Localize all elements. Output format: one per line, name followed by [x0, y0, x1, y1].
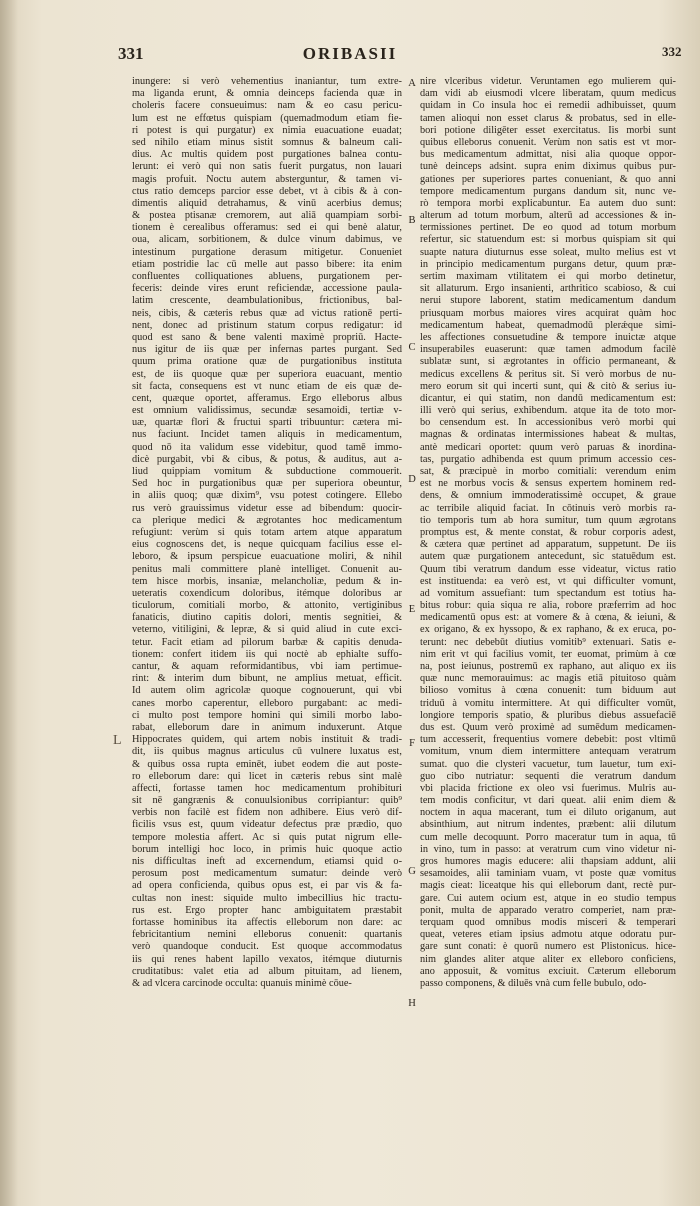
text-line: insuperabiles euaserunt: quæ tamen admodum facilè — [420, 344, 676, 356]
text-line: termissiones pertinet. De eo quod ad totum morbum — [420, 222, 676, 234]
text-line: alterum ad totum morbum, alterū ad accessiones & in- — [420, 210, 676, 222]
text-line: nim glandes aliter atque aliter ex elleboro conficiens, — [420, 953, 676, 965]
text-line: cruditatibus: valet etia ad album pituitam, ad lienem, — [132, 965, 402, 977]
text-line: nire vlceribus videtur. Veruntamen ego mulierem qui- — [420, 76, 676, 87]
section-marker: B — [408, 215, 416, 226]
text-line: les affectiones consuetudine & tempore inuictæ atque — [420, 331, 676, 343]
text-line: etiam postridie lac cū melle aut passo bibere: ita enim — [132, 258, 402, 270]
section-marker: E — [408, 604, 416, 615]
text-line: dit, iis quibus magnus articulus cū vulnere luxatus est, — [132, 746, 402, 758]
text-line: tetur. Facit etiam ad pilorum barbæ & capitis denuda- — [132, 636, 402, 648]
text-line: bus medicamentum admittat, nisi alia quoque oppor- — [420, 149, 676, 161]
text-line: magnas & ordinatas intermissiones habeat & multas, — [420, 429, 676, 441]
text-line: antè medicari oportet: quum verò paruas & inordina- — [420, 441, 676, 453]
text-line: sertim maximam vtilitatem ei qui morbo detinetur, — [420, 271, 676, 282]
text-line: inungere: si verò vehementius inaniantur, tum extre- — [132, 76, 402, 87]
text-line: dicè purgabit, vbi & cibus, & potus, & auditus, aut a- — [132, 453, 402, 465]
text-line: feceris: deinde vires erunt reficiendæ, accessione paula- — [132, 283, 402, 295]
text-line: fanaticis, diutino capitis dolori, mentis segnitiei, & — [132, 612, 402, 624]
text-line: ponit, multa de apparado veratro comperiet, nam præ- — [420, 904, 676, 916]
text-line: lum est ne effœtus quispiam (quemadmodum etiam fie- — [132, 112, 402, 124]
text-line: ad vomitum assuefiant: tum spectandum est totius ha- — [420, 587, 676, 599]
text-line: gare sunt conati: è quorū numero est Plistonicus. hice- — [420, 941, 676, 953]
text-line: lerunt: ei verò qui non satis fuerit purgatus, non lauari — [132, 161, 402, 173]
text-line: nim erit vt qui facilius vomit, ter euomat, primùm à cœ — [420, 648, 676, 660]
text-line: priusquam morbus maiores vires acquirat quàm hoc — [420, 307, 676, 319]
text-line: guo cibo nutriatur: sequenti die veratrum dandum — [420, 770, 676, 782]
text-line: & ad vlcera carcinode occulta: quanuis minimè cōue- — [132, 977, 352, 989]
text-line: febricitantium nemini elleborus conuenit: quartanis — [132, 929, 402, 941]
text-line: fortasse hominibus ita affectis elleborum non dare: ac — [132, 916, 402, 928]
text-line: gare. Cui autem ocium est, atque in eo studio tempus — [420, 892, 676, 904]
text-line: Id autem olim agricolæ quoque cognouerunt, qui vbi — [132, 685, 402, 697]
text-line: triduū à vomitu intermittere. At qui difficulter vomūt, — [420, 697, 676, 709]
text-line: est omnium validissimus, secundæ sesamoidi, tertiæ v- — [132, 405, 402, 417]
text-line: tunè deinceps adsint. supra enim diximus quibus pur- — [420, 161, 676, 173]
text-line: ex origano, & ex hyssopo, & ex raphano, & ex eruca, po- — [420, 624, 676, 636]
text-line: quum prima oratione quæ de purgationibus instituta — [132, 356, 402, 368]
text-line: tamen alioqui non esset clarus & probatus, sed in elle- — [420, 112, 676, 124]
text-line: & quibus ossa rupta eminēt, iubet eodem die aut poste- — [132, 758, 402, 770]
text-line: sed nihilo etiam minus sistit somnus & balneum cali- — [132, 136, 402, 148]
text-line: nis difficultas ineft ad excernendum, etiamsi quid o- — [132, 856, 402, 867]
text-line: latim crescente, deambulationibus, frictionibus, bal- — [132, 295, 402, 307]
text-line: tio temporis tum ab hora sumitur, tum quum ægrotans — [420, 514, 676, 526]
text-line: dius. Ac multis quidem post purgationes balnea contu- — [132, 149, 402, 161]
section-marker: F — [409, 738, 415, 749]
page-number-left: 331 — [118, 44, 144, 63]
text-line: dicantur, ei qui statim, non dandū medicamentum est: — [420, 392, 676, 404]
text-line: na, post ieiunus, postremū ex raphano, aut aliquo ex iis — [420, 661, 676, 672]
text-line: rabat, elleborum dare in animum induxerunt. Atque — [132, 721, 402, 733]
margin-note: L — [113, 733, 122, 748]
text-line: sumat. quo die clysteri vacuetur, tum lauetur, tum exi- — [420, 758, 676, 770]
text-line: ano apposuit, & vomitus exciuit. Cæterum elleborum — [420, 965, 676, 977]
text-line: dus est. Quum verò proximè ad sumēdum medicamen- — [420, 721, 676, 733]
text-line: in principio medicamentum purgans detur, quum præ- — [420, 258, 676, 270]
text-line: quod est sano & bene valenti maximè propriū. Hacte- — [132, 331, 402, 343]
text-line: bori potione diligēter esset exercitatus. Iis morbi sunt — [420, 124, 676, 136]
text-line: Quum tibi veratrum dandum esse videatur, victus ratio — [420, 563, 676, 575]
text-line: terunt: nec debebūt diutius vomitib⁹ extenuari. Satis e- — [420, 636, 676, 648]
text-line: quæ nunc memorauimus: ac magis etiā pituitoso quàm — [420, 673, 676, 685]
text-line: verò quandoque conducit. Est quoque accommodatus — [132, 941, 402, 953]
text-line: dam vidi ab eiusmodi vlcere liberatam, quum medicus — [420, 88, 676, 100]
text-line: bitus robur: quia siqua re alia, robore præferrim ad hoc — [420, 600, 676, 612]
text-line: iis qui renes habent lapillo vexatos, itémque diuturnis — [132, 953, 402, 965]
text-line: liud quippiam vomitum & subductione commouerit. — [132, 466, 402, 477]
text-line: in vino, tum in passo: at veratrum cum vino videtur ni- — [420, 843, 676, 855]
text-line: est ne morbus vocis & sensus expertem hominem red- — [420, 478, 676, 490]
text-line: tem hisce morbis, insaniæ, melancholiæ, pedum & in- — [132, 575, 402, 587]
text-line: rint: & interim dum bibunt, ne amplius metuat, efficit. — [132, 673, 402, 685]
text-line: confluentes colliquationes abluens, purgationem per- — [132, 271, 402, 282]
text-line: rus est. Ergo propter hanc ambiguitatem præstabit — [132, 904, 402, 916]
text-line: choleris facere consueuimus: nam & eo casu pericu- — [132, 100, 402, 112]
text-line: neis, cibis, & cæteris rebus quæ ad victus rationē perti- — [132, 307, 402, 319]
text-line: rus verò grauissimus videtur esse ad bibendum: quocir- — [132, 502, 402, 514]
text-line: magis cieat: liceatque his qui elleborum dant, rectè pur- — [420, 880, 676, 892]
text-line: quidam in Co insula hoc ei remedii adhibuisset, quum — [420, 100, 676, 112]
text-line: borum intelligi hoc loco, in primis huic quoque actio — [132, 843, 402, 855]
section-marker: G — [408, 866, 416, 877]
text-line: ticulorum, comitiali morbo, & attonito, vertiginibus — [132, 600, 402, 612]
text-line: magis profuit. Noctu autem absterguntur, & tamen vi- — [132, 173, 402, 185]
text-line: uæ, quartæ flori & fructui sparti tribuuntur: cætera mi- — [132, 417, 402, 429]
text-line: absinthium, aut nitrum indentes, præbent: alii dilutum — [420, 819, 676, 831]
text-line: penitus mali committere planè intelliget. Conuenit au- — [132, 563, 402, 575]
text-line: cantur, & aquam reformidantibus, vbi iam pertimue- — [132, 661, 402, 672]
text-line: tempore medicamentum purgans dandum sit, nunc ve- — [420, 185, 676, 197]
text-line: bo censendum est. In accessionibus verò morbi qui — [420, 417, 676, 429]
text-line: dimentis aliquid detrahamus, & vinū acerbius demus; — [132, 197, 402, 209]
text-line: gationes per superiores partes conueniant, & quo anni — [420, 173, 676, 185]
text-line: est, de iis quoque quæ per superiora euacuant, mentio — [132, 368, 402, 380]
text-line: eius cognoscens det, is neque quicquam facilius esse el- — [132, 539, 402, 551]
text-line: oua, alicam, sorbitionem, & dulce vinum dabimus, ve — [132, 234, 402, 246]
text-line: ac terribile aliquid faciat. In cōtinuis verò morbis ra- — [420, 502, 676, 514]
text-line: bilioso vomitus à cœna conuenit: tum biduum aut — [420, 685, 676, 697]
text-line: cultas non inest: siquide multo imbecillius hic tractu- — [132, 892, 402, 904]
text-line: longiore temporis spatio, & pluribus diebus assuefaciē — [420, 709, 676, 721]
text-line: canes morbo caperentur, elleboro purgabant: ac medi- — [132, 697, 402, 709]
binding-shadow — [0, 0, 18, 1206]
text-line: quod nō ita validum esse videbitur, quod tamē immo- — [132, 441, 402, 453]
text-line: terquam quod omnibus modis misceri & temperari — [420, 916, 676, 928]
text-line: suapte natura diuturnus esse soleat, multo melius est vt — [420, 246, 676, 258]
text-line: tionem è cerealibus offeramus: sed ei qui benè alatur, — [132, 222, 402, 234]
text-line: passo componens, & diluēs vnà cum felle bubulo, odo- — [420, 977, 647, 989]
text-line: tempore molestia affert. Ac si quis putat nigrum elle- — [132, 831, 402, 843]
text-line: verbis non facilè est fidem non adhibere. Eius verò dif- — [132, 807, 402, 819]
text-line: rò tempora morbi explicabuntur. Ea autem duo sunt: — [420, 197, 676, 209]
text-line: queat, veteres etiam ipsius admotu atque odoratu pur- — [420, 929, 676, 941]
text-line: ad opera conficienda, quibus opus est, ei par vis & fa- — [132, 880, 402, 892]
text-line: promptus est, & mente constat, & robur corporis adest, — [420, 526, 676, 538]
text-line: tionem: confert itidem iis qui noctè ab ephialte suffo- — [132, 648, 402, 660]
text-line: nus faciunt. Incidet tamen aliquis in medicamentum, — [132, 429, 402, 441]
text-line: Hippocrates quidem, qui artem nobis instituit & tradi- — [132, 734, 402, 746]
text-line: & cætera quæ pertinet ad apparatum, suppetunt. De iis — [420, 539, 676, 551]
text-line: ueteratis coxendicum doloribus, itémque doloribus ar — [132, 587, 402, 599]
text-line: ca plerique medici & ægrotantes hoc medicamentum — [132, 514, 402, 526]
text-line: in aliis quoq; quæ dixim⁹, vsu potest cotingere. Ellebo — [132, 490, 402, 502]
text-line: vbi placida frictione ex oleo vsi fuerimus. Mulris au- — [420, 782, 676, 794]
text-line: ficilis vsus est, quum videatur defectus præ prædio, quo — [132, 819, 402, 831]
text-line: tum accesserit, frequentius vomere debebit: post vltimū — [420, 734, 676, 746]
text-line: refugiunt: verùm si quis totam artem atque apparatum — [132, 526, 402, 538]
text-line: illi verò qui serius, exhibendum. atque ita de toto mor- — [420, 405, 676, 417]
text-line: quibus elleborus conuenit. Verùm non satis est vt mor- — [420, 136, 676, 148]
text-line: noctem in aqua macerant, tum ei diluto origanum, aut — [420, 807, 676, 819]
text-line: affecti, fortasse tamen hoc medicamentum prohibituri — [132, 782, 402, 794]
section-marker: H — [408, 998, 416, 1009]
text-line: sit facta, consequens est vt nunc etiam de eis quæ de- — [132, 380, 402, 392]
text-line: sublatæ sunt, si ægrotantes in officio permaneant, & — [420, 356, 676, 368]
text-line: sat, & præcipuè in morbo comitiali: verendum enim — [420, 466, 676, 477]
text-line: sit allaturum. Ergo insanienti, arthritico scabioso, & cui — [420, 283, 676, 295]
text-line: sesamoides, alii taminiam vuam, vt poste quæ vomitus — [420, 868, 676, 880]
page-number-right: 332 — [662, 44, 682, 59]
text-line: tem modis conficitur, vt dari queat. alii enim diem & — [420, 795, 676, 807]
running-header — [0, 44, 700, 68]
text-line: cum melle decoquunt. Porro maceratur tum in aqua, tū — [420, 831, 676, 843]
text-line: ri potest is qui purgatur) ex nimia euacuatione euadat; — [132, 124, 402, 136]
text-line: nerui stupore laborent, statim medicamentum dandum — [420, 295, 676, 307]
text-line: Sed hoc in purgationibus quæ per superiora obeuntur, — [132, 478, 402, 490]
text-line: perosum post medicamentum sumatur: deinde verò — [132, 868, 402, 880]
text-line: ci multo post tempore homini qui simili morbo labo- — [132, 709, 402, 721]
text-line: vomitum, vnum diem intermittere antequam veratrum — [420, 746, 676, 758]
text-line: tas, purgatio adhibenda est quum primum accessio ces- — [420, 453, 676, 465]
text-line: veterno, vitiligini, & lepræ, & si quid aliud in cute exci- — [132, 624, 402, 636]
text-line: ma liganda erunt, & omnia deinceps facienda quæ in — [132, 88, 402, 100]
text-line: nent, donec ad pristinum statum corpus redigatur: id — [132, 319, 402, 331]
text-line: gros humores magis educere: alii thapsiam addunt, alii — [420, 856, 676, 867]
text-line: cent, quæque oportet, afferamus. Ergo elleborus albus — [132, 392, 402, 404]
text-line: sit nē gangrænis & conuulsionibus corripiantur: quib⁹ — [132, 795, 402, 807]
text-line: leboro, & ipsum perspicue euacuatione moliri, & nihil — [132, 551, 402, 563]
text-line: autem quæ purgationem antecedunt, sic statuēdum est. — [420, 551, 676, 563]
section-marker: A — [408, 78, 416, 89]
text-line: est instituenda: ea verò est, vt qui difficulter vomunt, — [420, 575, 676, 587]
text-line: refertur, sic statuendum est: si morbus quispiam sit qui — [420, 234, 676, 246]
running-title: ORIBASII — [302, 44, 398, 63]
text-line: dens, & omnium immoderatissimè occupet, & graue — [420, 490, 676, 502]
text-line: mero eorum sit qui incerti sunt, qui & citò & serius iu- — [420, 380, 676, 392]
text-line: medicus excellens & peritus sit. Si verò morbus de nu- — [420, 368, 676, 380]
text-line: ro elleborum dare: qui licet in cæteris rebus sint malè — [132, 770, 402, 782]
left-text-column — [132, 76, 402, 990]
section-marker: D — [408, 474, 416, 485]
section-marker: C — [408, 342, 416, 353]
text-line: ctus ratio demceps parcior esse debet, vt à cibis & à con- — [132, 185, 402, 197]
right-text-column — [420, 76, 676, 990]
text-line: medicamentū opus est: at vomere & à cœna, & ieiuni, & — [420, 612, 676, 624]
text-line: nus igitur de iis quæ per infernas partes purgant. Sed — [132, 344, 402, 356]
text-line: medicamentum habeat, quemadmodū plerǽque simi- — [420, 319, 676, 331]
text-line: & postea ptisanæ cremorem, aut aliā quampiam sorbi- — [132, 210, 402, 222]
text-line: intestinum purgatione derasum mitigetur. Conueniet — [132, 246, 402, 258]
